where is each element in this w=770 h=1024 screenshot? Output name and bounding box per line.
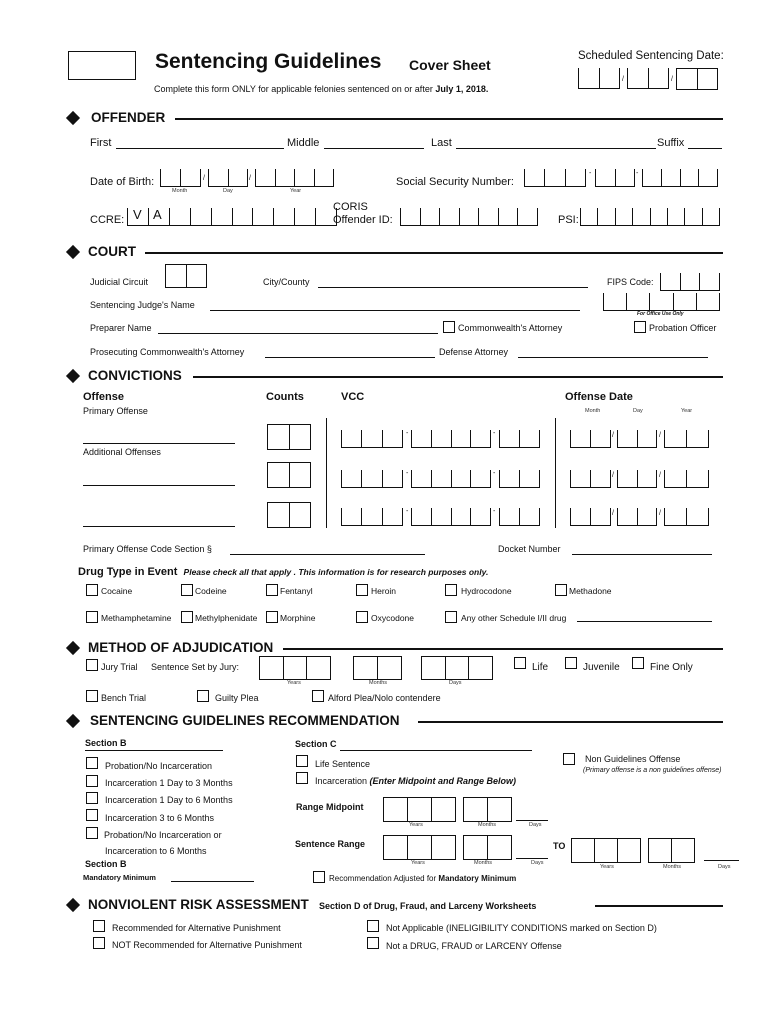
judicial-circuit-label: Judicial Circuit bbox=[90, 277, 149, 287]
middle-label: Middle bbox=[287, 137, 320, 149]
counts-header: Counts bbox=[266, 391, 304, 403]
cw-attorney-checkbox[interactable] bbox=[443, 321, 455, 333]
drug-oxycodone-checkbox[interactable] bbox=[356, 611, 368, 623]
drug-fentanyl-checkbox[interactable] bbox=[266, 584, 278, 596]
range-high-days-field[interactable] bbox=[704, 860, 739, 861]
range-to-label: TO bbox=[553, 841, 566, 851]
alford-plea-checkbox[interactable] bbox=[312, 690, 324, 702]
set-by-jury-label: Sentence Set by Jury: bbox=[151, 662, 240, 672]
adjusted-mandatory-min-checkbox[interactable] bbox=[313, 871, 325, 883]
section-bullet-icon bbox=[66, 111, 80, 125]
offense-day-field[interactable] bbox=[617, 470, 657, 488]
risk-subtitle: Section D of Drug, Fraud, and Larceny Worksheets bbox=[319, 901, 537, 911]
b-incarceration-1d-6m-label: Incarceration 1 Day to 6 Months bbox=[105, 795, 233, 805]
b-probation-label: Probation/No Incarceration bbox=[105, 761, 213, 771]
docket-number-field[interactable] bbox=[572, 554, 712, 555]
psi-field[interactable] bbox=[580, 208, 720, 226]
drug-cocaine-checkbox[interactable] bbox=[86, 584, 98, 596]
fine-only-checkbox[interactable] bbox=[632, 657, 644, 669]
section-recommendation-title: SENTENCING GUIDELINES RECOMMENDATION bbox=[90, 713, 400, 728]
vcc-part2-field[interactable] bbox=[411, 430, 491, 448]
prosecuting-attorney-field[interactable] bbox=[265, 357, 435, 358]
jury-trial-checkbox[interactable] bbox=[86, 659, 98, 671]
scheduled-month-field[interactable] bbox=[578, 68, 620, 89]
ssn-part1-field[interactable] bbox=[524, 169, 586, 187]
drug-methylphenidate-label: Methylphenidate bbox=[195, 613, 258, 623]
dob-day-field[interactable] bbox=[208, 169, 248, 187]
drug-fentanyl-label: Fentanyl bbox=[280, 586, 313, 596]
midpoint-months-field[interactable] bbox=[463, 797, 512, 822]
probation-officer-checkbox[interactable] bbox=[634, 321, 646, 333]
ssn-label: Social Security Number: bbox=[396, 176, 514, 188]
coris-label-2: Offender ID: bbox=[333, 214, 393, 226]
prosecuting-attorney-label: Prosecuting Commonwealth's Attorney bbox=[90, 347, 245, 357]
fine-only-label: Fine Only bbox=[650, 662, 693, 673]
scheduled-year-field[interactable] bbox=[676, 68, 718, 90]
scheduled-date-label: Scheduled Sentencing Date: bbox=[578, 50, 724, 62]
guilty-plea-label: Guilty Plea bbox=[215, 693, 259, 703]
drug-hydrocodone-checkbox[interactable] bbox=[445, 584, 457, 596]
c-incarceration-checkbox[interactable] bbox=[296, 772, 308, 784]
office-use-field[interactable] bbox=[603, 293, 720, 311]
dob-label: Date of Birth: bbox=[90, 176, 155, 188]
ssn-part3-field[interactable] bbox=[642, 169, 718, 187]
instruction-text: Complete this form ONLY for applicable felonies sentenced on or after July 1, 2018. bbox=[154, 84, 489, 94]
section-bullet-icon bbox=[66, 898, 80, 912]
mandatory-minimum-label: Mandatory Minimum bbox=[83, 873, 156, 882]
midpoint-years-field[interactable] bbox=[383, 797, 456, 822]
section-b-label: Section B bbox=[85, 738, 127, 748]
judge-name-field[interactable] bbox=[210, 310, 580, 311]
juvenile-checkbox[interactable] bbox=[565, 657, 577, 669]
offense-year-field[interactable] bbox=[664, 430, 709, 448]
psi-label: PSI: bbox=[558, 214, 579, 226]
offense-month-field[interactable] bbox=[570, 430, 611, 448]
ccre-prefix-a: A bbox=[153, 207, 162, 222]
section-offender-title: OFFENDER bbox=[91, 110, 166, 125]
judicial-circuit-field[interactable] bbox=[165, 264, 207, 288]
drug-oxycodone-label: Oxycodone bbox=[371, 613, 414, 623]
preparer-name-field[interactable] bbox=[158, 333, 438, 334]
range-low-days-field[interactable] bbox=[516, 858, 548, 859]
judge-name-label: Sentencing Judge's Name bbox=[90, 300, 195, 310]
drug-codeine-checkbox[interactable] bbox=[181, 584, 193, 596]
fips-code-field[interactable] bbox=[660, 273, 720, 291]
vcc-part3-field[interactable] bbox=[499, 470, 540, 488]
vcc-part1-field[interactable] bbox=[341, 508, 403, 526]
non-guidelines-checkbox[interactable] bbox=[563, 753, 575, 765]
section-c-label: Section C bbox=[295, 739, 337, 749]
b-probation-or-incarceration-label: Probation/No Incarceration or bbox=[104, 830, 222, 840]
offense-header: Offense bbox=[83, 391, 124, 403]
drug-heroin-label: Heroin bbox=[371, 586, 397, 596]
offense-month-field[interactable] bbox=[570, 508, 611, 526]
b-probation-or-incarceration-checkbox[interactable] bbox=[86, 827, 98, 839]
b-incarceration-3m-6m-label: Incarceration 3 to 6 Months bbox=[105, 813, 215, 823]
last-name-field[interactable] bbox=[456, 148, 656, 149]
drug-heroin-checkbox[interactable] bbox=[356, 584, 368, 596]
middle-name-field[interactable] bbox=[324, 148, 424, 149]
not-drug-fraud-larceny-label: Not a DRUG, FRAUD or LARCENY Offense bbox=[386, 941, 562, 951]
section-bullet-icon bbox=[66, 245, 80, 259]
dob-month-field[interactable] bbox=[160, 169, 201, 187]
b-probation-or-incarceration-label-cont: Incarceration to 6 Months bbox=[105, 846, 207, 856]
section-bullet-icon bbox=[66, 641, 80, 655]
primary-offense-field[interactable] bbox=[83, 443, 235, 444]
ccre-label: CCRE: bbox=[90, 214, 125, 226]
vcc-part3-field[interactable] bbox=[499, 430, 540, 448]
b-incarceration-1d-6m-checkbox[interactable] bbox=[86, 792, 98, 804]
juvenile-label: Juvenile bbox=[583, 662, 620, 673]
form-title: Sentencing Guidelines bbox=[155, 50, 382, 73]
scheduled-day-field[interactable] bbox=[627, 68, 669, 89]
not-applicable-checkbox[interactable] bbox=[367, 920, 379, 932]
not-applicable-label: Not Applicable (INELIGIBILITY CONDITIONS marked on Section D) bbox=[386, 923, 657, 933]
drug-methamphetamine-checkbox[interactable] bbox=[86, 611, 98, 623]
c-incarceration-label: Incarceration (Enter Midpoint and Range Below) bbox=[315, 776, 517, 786]
code-section-label: Primary Offense Code Section § bbox=[83, 544, 212, 554]
suffix-field[interactable] bbox=[688, 148, 722, 149]
office-use-note: For Office Use Only bbox=[637, 311, 684, 317]
drug-cocaine-label: Cocaine bbox=[101, 586, 133, 596]
range-low-years-field[interactable] bbox=[383, 835, 456, 860]
offense-year-field[interactable] bbox=[664, 470, 709, 488]
form-subtitle: Cover Sheet bbox=[409, 57, 491, 73]
drug-methadone-checkbox[interactable] bbox=[555, 584, 567, 596]
offense-month-field[interactable] bbox=[570, 470, 611, 488]
bench-trial-checkbox[interactable] bbox=[86, 690, 98, 702]
range-midpoint-label: Range Midpoint bbox=[296, 802, 364, 812]
b-incarceration-1d-3m-checkbox[interactable] bbox=[86, 775, 98, 787]
section-risk-title: NONVIOLENT RISK ASSESSMENT bbox=[88, 897, 309, 912]
not-recommended-alt-checkbox[interactable] bbox=[93, 937, 105, 949]
preparer-name-label: Preparer Name bbox=[90, 323, 152, 333]
jury-days-field[interactable] bbox=[421, 656, 493, 680]
suffix-label: Suffix bbox=[657, 137, 685, 149]
code-section-field[interactable] bbox=[230, 554, 425, 555]
life-checkbox[interactable] bbox=[514, 657, 526, 669]
additional-offenses-label: Additional Offenses bbox=[83, 447, 161, 457]
section-convictions-title: CONVICTIONS bbox=[88, 368, 182, 383]
cw-attorney-label: Commonwealth's Attorney bbox=[458, 323, 563, 333]
dob-year-field[interactable] bbox=[255, 169, 334, 187]
vcc-part1-field[interactable] bbox=[341, 430, 403, 448]
recommended-alt-label: Recommended for Alternative Punishment bbox=[112, 923, 281, 933]
section-bullet-icon bbox=[66, 369, 80, 383]
primary-offense-label: Primary Offense bbox=[83, 406, 148, 416]
offense-day-field[interactable] bbox=[617, 508, 657, 526]
city-county-field[interactable] bbox=[318, 287, 588, 288]
vcc-part2-field[interactable] bbox=[411, 470, 491, 488]
vcc-header: VCC bbox=[341, 391, 365, 403]
drug-morphine-checkbox[interactable] bbox=[266, 611, 278, 623]
probation-officer-label: Probation Officer bbox=[649, 323, 717, 333]
drug-morphine-label: Morphine bbox=[280, 613, 316, 623]
c-life-sentence-checkbox[interactable] bbox=[296, 755, 308, 767]
additional-offense-1-field[interactable] bbox=[83, 485, 235, 486]
bench-trial-label: Bench Trial bbox=[101, 693, 147, 703]
alford-plea-label: Alford Plea/Nolo contendere bbox=[328, 693, 441, 703]
drug-methadone-label: Methadone bbox=[569, 586, 612, 596]
first-label: First bbox=[90, 137, 112, 149]
defense-attorney-label: Defense Attorney bbox=[439, 347, 509, 357]
counts-field[interactable] bbox=[267, 462, 311, 488]
coris-label: CORIS bbox=[333, 201, 368, 213]
additional-offense-2-field[interactable] bbox=[83, 526, 235, 527]
docket-number-label: Docket Number bbox=[498, 544, 561, 554]
drug-type-heading: Drug Type in Event Please check all that apply . This information is for research purposes only. bbox=[78, 566, 489, 578]
vcc-part1-field[interactable] bbox=[341, 470, 403, 488]
section-court-title: COURT bbox=[88, 244, 136, 259]
range-low-months-field[interactable] bbox=[463, 835, 512, 860]
b-probation-checkbox[interactable] bbox=[86, 757, 98, 769]
defense-attorney-field[interactable] bbox=[518, 357, 708, 358]
recommended-alt-checkbox[interactable] bbox=[93, 920, 105, 932]
first-name-field[interactable] bbox=[116, 148, 284, 149]
b-incarceration-3m-6m-checkbox[interactable] bbox=[86, 809, 98, 821]
range-high-years-field[interactable] bbox=[571, 838, 641, 863]
last-label: Last bbox=[431, 137, 452, 149]
drug-other-field[interactable] bbox=[577, 621, 712, 622]
drug-hydrocodone-label: Hydrocodone bbox=[461, 586, 512, 596]
midpoint-days-field[interactable] bbox=[516, 820, 548, 821]
not-recommended-alt-label: NOT Recommended for Alternative Punishment bbox=[112, 940, 302, 950]
adjusted-mandatory-min-label: Recommendation Adjusted for Mandatory Minimum bbox=[329, 874, 517, 883]
office-stamp-box[interactable] bbox=[68, 51, 136, 80]
vcc-part2-field[interactable] bbox=[411, 508, 491, 526]
sentence-range-label: Sentence Range bbox=[295, 839, 366, 849]
guilty-plea-checkbox[interactable] bbox=[197, 690, 209, 702]
offense-year-field[interactable] bbox=[664, 508, 709, 526]
section-b-label-2: Section B bbox=[85, 859, 127, 869]
jury-months-field[interactable] bbox=[353, 656, 402, 680]
mandatory-minimum-field[interactable] bbox=[171, 881, 254, 882]
vcc-part3-field[interactable] bbox=[499, 508, 540, 526]
city-county-label: City/County bbox=[263, 277, 310, 287]
jury-years-field[interactable] bbox=[259, 656, 331, 680]
counts-field[interactable] bbox=[267, 502, 311, 528]
non-guidelines-note: (Primary offense is a non guidelines offense) bbox=[583, 767, 722, 774]
c-life-sentence-label: Life Sentence bbox=[315, 759, 371, 769]
coris-offender-id-field[interactable] bbox=[400, 208, 538, 226]
drug-methylphenidate-checkbox[interactable] bbox=[181, 611, 193, 623]
offense-date-header: Offense Date bbox=[565, 391, 633, 403]
not-drug-fraud-larceny-checkbox[interactable] bbox=[367, 937, 379, 949]
life-label: Life bbox=[532, 662, 549, 673]
drug-codeine-label: Codeine bbox=[195, 586, 227, 596]
ssn-part2-field[interactable] bbox=[595, 169, 635, 187]
jury-trial-label: Jury Trial bbox=[101, 662, 138, 672]
drug-other-checkbox[interactable] bbox=[445, 611, 457, 623]
range-high-months-field[interactable] bbox=[648, 838, 695, 863]
fips-code-label: FIPS Code: bbox=[607, 277, 654, 287]
section-adjudication-title: METHOD OF ADJUDICATION bbox=[88, 640, 274, 655]
b-incarceration-1d-3m-label: Incarceration 1 Day to 3 Months bbox=[105, 778, 233, 788]
drug-other-label: Any other Schedule I/II drug bbox=[461, 613, 567, 623]
offense-day-field[interactable] bbox=[617, 430, 657, 448]
ccre-prefix-v: V bbox=[133, 207, 142, 222]
section-bullet-icon bbox=[66, 714, 80, 728]
drug-methamphetamine-label: Methamphetamine bbox=[101, 613, 172, 623]
non-guidelines-label: Non Guidelines Offense bbox=[585, 754, 681, 764]
counts-field[interactable] bbox=[267, 424, 311, 450]
